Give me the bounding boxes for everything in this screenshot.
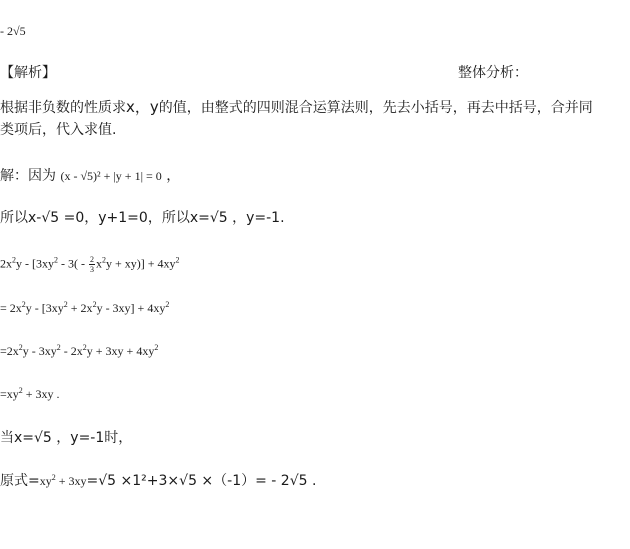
fraction-two-thirds: $\frac{2}{3}$: [90, 255, 94, 274]
solution-line-5: $=2x^2y - 3xy^2 - 2x^2y + 3xy + 4xy^2$: [0, 343, 159, 358]
answer-value: - 2√5: [0, 24, 26, 38]
solution-line-2: 所以x-√5 =0，y+1=0，所以x=√5 ，y=-1.: [0, 210, 285, 226]
simplified-expression: $xy^2 + 3xy$: [39, 473, 87, 488]
analysis-text-line-2: 类项后，代入求值.: [0, 122, 117, 138]
overall-analysis-label: 整体分析：: [458, 65, 528, 81]
analysis-vars: x，y: [126, 98, 159, 116]
solution-line-1: 解：因为 (x - √5)² + |y + 1| = 0 ，: [0, 168, 181, 184]
condition-expression: (x - √5)² + |y + 1| = 0: [60, 169, 162, 183]
solution-line-4: = $2x^2y - [3xy^2 + 2x^2y - 3xy] + 4xy^2$: [0, 300, 170, 315]
answer-line: [0, 24, 26, 39]
solution-line-7: 当x=√5 ，y=-1时，: [0, 430, 133, 446]
analysis-text-line-1: 根据非负数的性质求x，y的值，由整式的四则混合运算法则，先去小括号，再去中括号，合并同: [0, 98, 593, 116]
solution-line-3: $2x^2y - [3xy^2 - 3$( - $\frac{2}{3}$ $x^2y + xy)] + 4xy^2$: [0, 255, 180, 274]
solution-line-6: $=xy^2 + 3xy$ .: [0, 386, 60, 401]
solution-line-8: 原式$=xy^2 + 3xy=√5 \times 1^2+3\times√5 \times(-1)= - 2√5$ .: [0, 473, 317, 489]
analysis-title: 【解析】: [0, 65, 56, 81]
